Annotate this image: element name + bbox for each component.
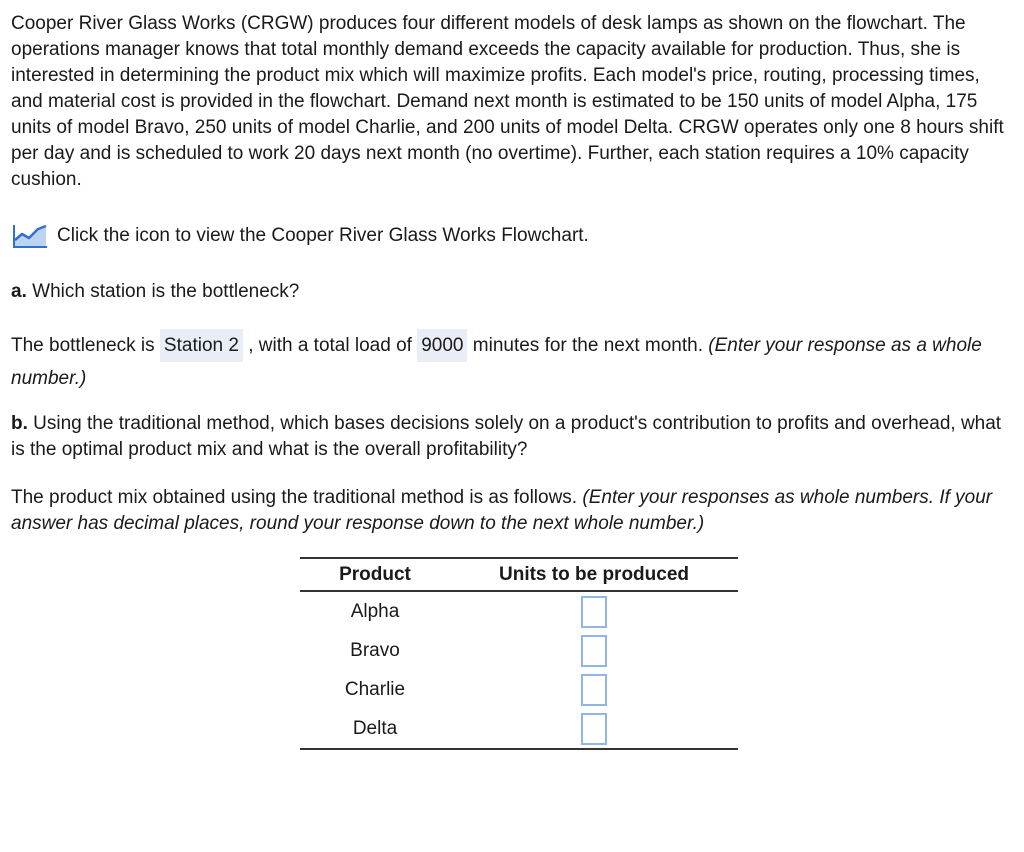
total-load-answer[interactable]: 9000 [417,329,467,362]
product-mix-table [300,557,738,750]
answer-a-hint: (Enter your response as a whole number.) [11,335,982,389]
question-a [11,279,299,305]
question-a-label: a. [11,281,27,302]
flowchart-link-text[interactable]: Click the icon to view the Cooper River Glass Works Flowchart. [57,225,589,246]
question-a-text: Which station is the bottleneck? [32,281,300,302]
product-mix-instructions [11,485,1016,537]
product-name-alpha: Alpha [350,600,400,622]
table-row [300,709,738,749]
units-input-alpha[interactable] [581,596,607,628]
flowchart-link-row [11,222,589,250]
table-header-row [300,558,738,591]
table-row [300,631,738,670]
table-row [300,670,738,709]
product-name-delta: Delta [300,709,450,749]
product-column-header: Product [300,558,450,591]
product-name-charlie: Charlie [344,678,406,700]
problem-statement: Cooper River Glass Works (CRGW) produces four different models of desk lamps as shown on the flowchart. The operations manager knows that total monthly demand exceeds the capacity available for production. Thus, she is interested in determining the product mix which will maximize profits. Each model's price, routing, processing times, and material cost is provided in the flowchart. Demand next month is estimated to be 150 units of model Alpha, 175 units of model Bravo, 250 units of model Charlie, and 200 units of model Delta. CRGW operates only one 8 hours shift per day and is scheduled to work 20 days next month (no overtime). Further, each station requires a 10% capacity cushion. [11,13,1004,190]
units-input-charlie[interactable] [581,674,607,706]
product-mix-hint: (Enter your responses as whole numbers. If your answer has decimal places, round your response down to the next whole number.) [11,487,993,534]
bottleneck-answer[interactable]: Station 2 [160,329,243,362]
answer-a-middle: , with a total load of [248,335,412,356]
question-b-label: b. [11,413,28,434]
answer-a [11,329,1021,395]
answer-a-prefix: The bottleneck is [11,335,155,356]
answer-a-suffix: minutes for the next month. [472,335,703,356]
chart-line-icon[interactable] [11,222,49,250]
table-row [300,591,738,631]
units-input-bravo[interactable] [581,635,607,667]
units-input-delta[interactable] [581,713,607,745]
product-mix-prefix: The product mix obtained using the traditional method is as follows. [11,487,578,508]
question-b-text: Using the traditional method, which bases decisions solely on a product's contribution to profits and overhead, what is the optimal product mix and what is the overall profitability? [11,413,1002,460]
question-b [11,411,1016,463]
units-column-header: Units to be produced [450,558,738,591]
product-name-bravo: Bravo [350,639,400,661]
